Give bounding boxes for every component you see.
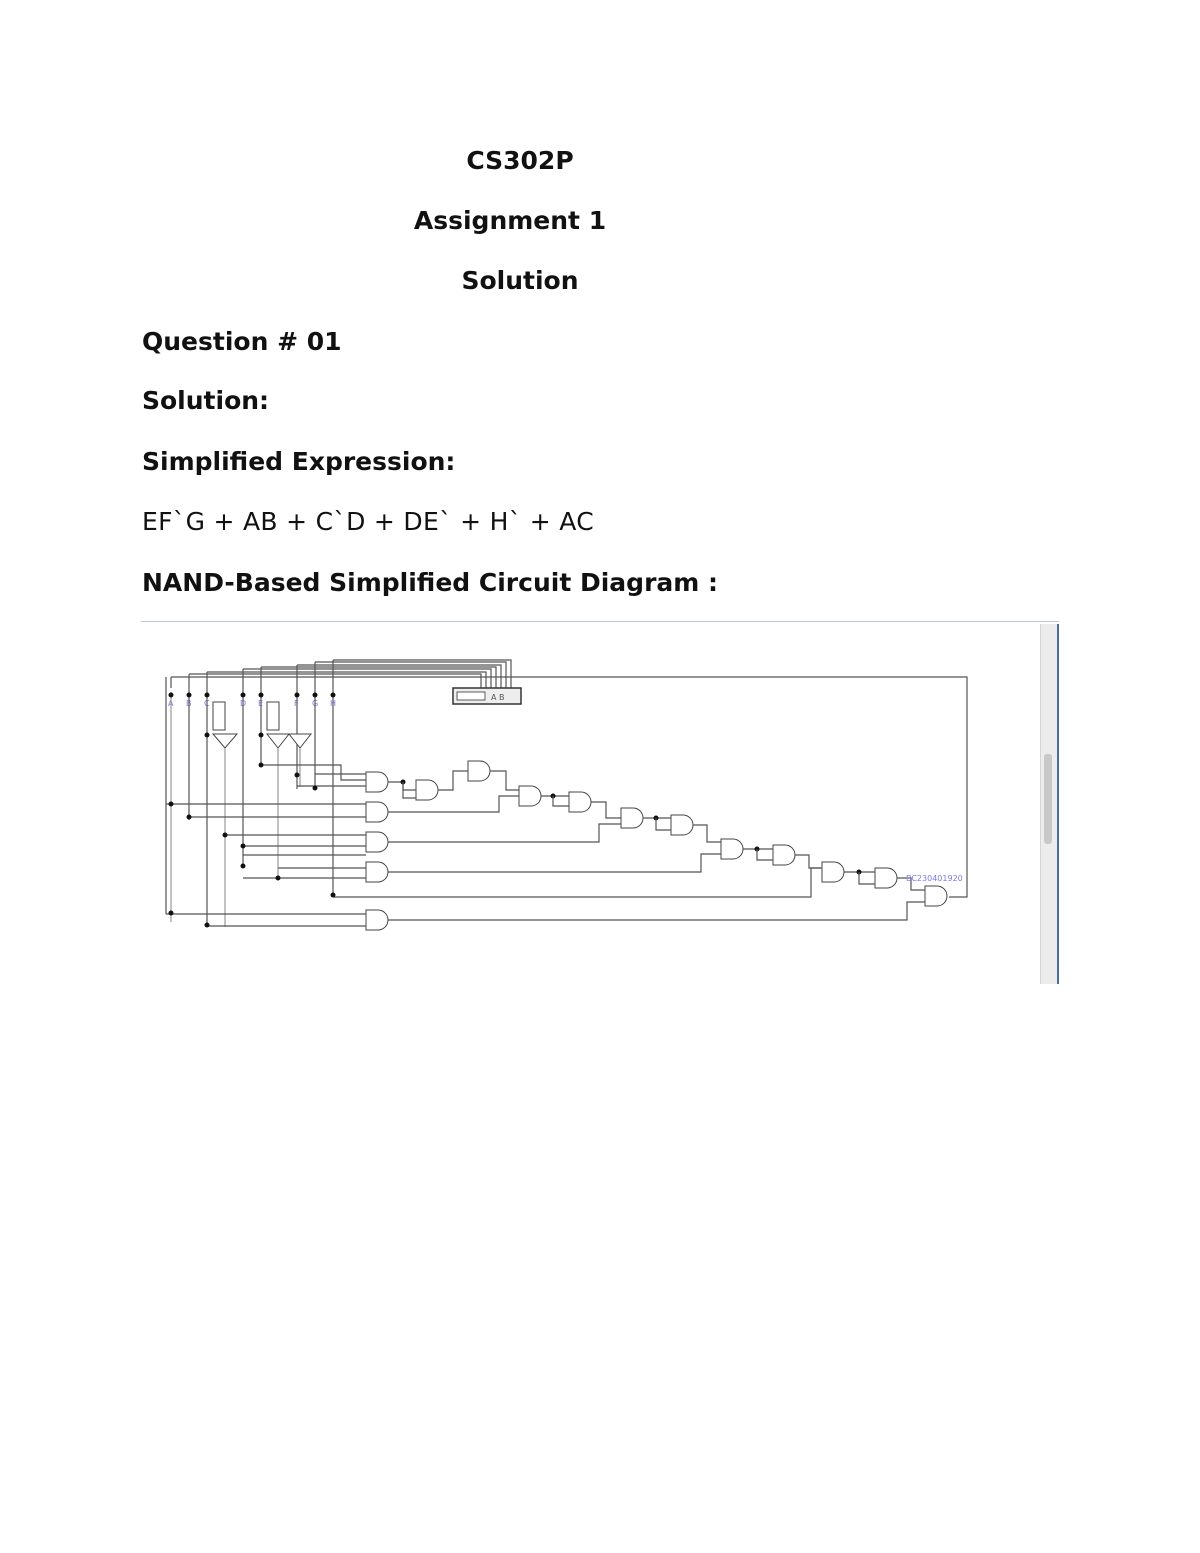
input-label-c: C <box>204 699 210 708</box>
input-labels <box>168 699 336 708</box>
scrollbar-thumb[interactable] <box>1044 754 1052 844</box>
top-bus <box>166 660 967 927</box>
simplified-expression: EF`G + AB + C`D + DE` + H` + AC <box>142 507 594 536</box>
and-gates-column-1 <box>366 772 388 930</box>
input-label-h: H <box>330 699 337 708</box>
probe-label: A B <box>491 693 505 702</box>
diagram-heading: NAND-Based Simplified Circuit Diagram : <box>142 568 719 597</box>
circuit-diagram <box>141 621 1059 984</box>
simplified-expression-label: Simplified Expression: <box>142 447 456 476</box>
input-label-f: F <box>294 699 299 708</box>
course-code: CS302P <box>466 146 574 175</box>
question-heading: Question # 01 <box>142 327 342 356</box>
junction-dots <box>169 693 336 928</box>
logic-probe <box>453 688 521 704</box>
vertical-scrollbar[interactable] <box>1040 624 1059 984</box>
assignment-title: Assignment 1 <box>413 206 607 235</box>
input-label-d: D <box>240 699 247 708</box>
output-label: BC230401920 <box>906 874 963 883</box>
inverters <box>213 702 311 748</box>
input-lines <box>171 692 300 927</box>
cascade-wires <box>388 771 925 920</box>
input-label-g: G <box>312 699 319 708</box>
input-label-e: E <box>258 699 264 708</box>
input-label-b: B <box>186 699 192 708</box>
input-label-a: A <box>168 699 174 708</box>
solution-label: Solution: <box>142 386 270 415</box>
solution-title: Solution <box>461 266 579 295</box>
circuit-canvas <box>141 622 1041 984</box>
